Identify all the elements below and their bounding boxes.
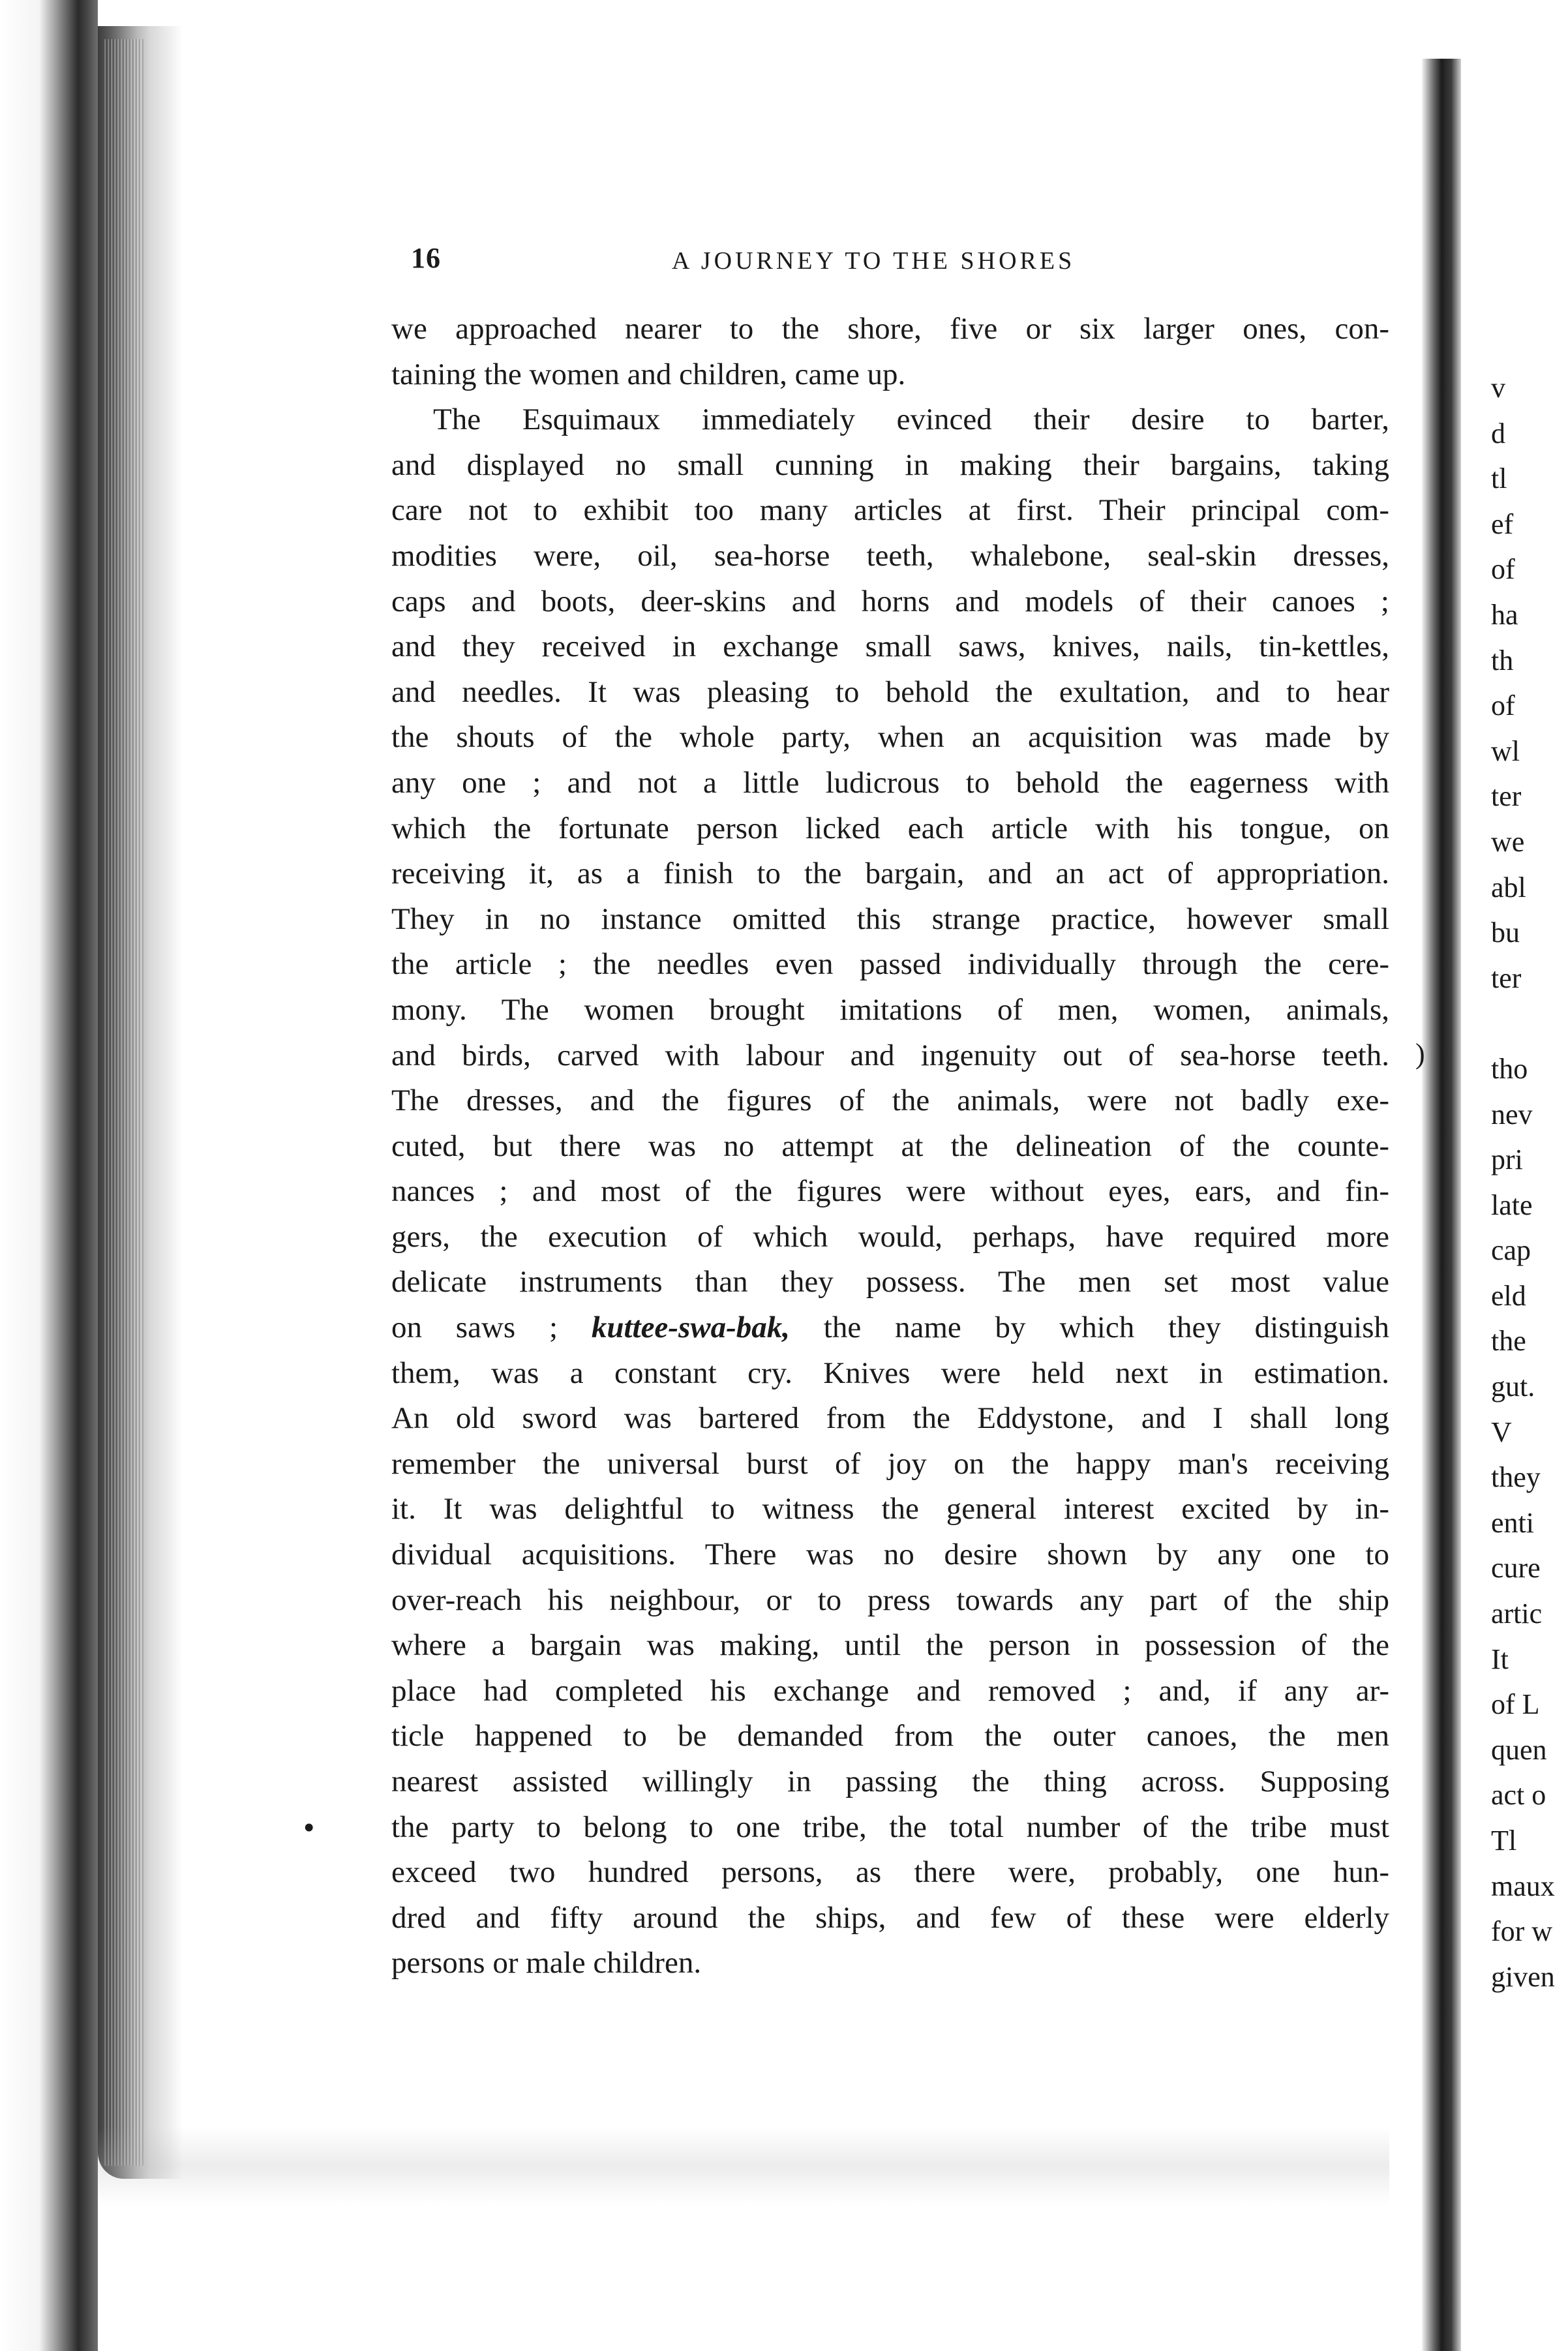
- fragment-line: ha: [1491, 598, 1518, 631]
- text-line: caps and boots, deer-skins and horns and models of their canoes ;: [391, 584, 1389, 618]
- margin-mark-left: •: [304, 1812, 314, 1843]
- body-text: [391, 307, 1389, 1986]
- fragment-line: eld: [1491, 1279, 1526, 1312]
- fragment-line: artic: [1491, 1598, 1543, 1630]
- text-line: nearest assisted willingly in passing the thing across. Supposing: [391, 1765, 1389, 1798]
- page-number: 16: [411, 242, 441, 274]
- fragment-line: of: [1491, 690, 1515, 722]
- text-line: mony. The women brought imitations of men, women, animals,: [391, 992, 1389, 1027]
- text-line: and they received in exchange small saws, knives, nails, tin-kettles,: [391, 629, 1389, 664]
- text-line: the shouts of the whole party, when an acquisition was made by: [391, 720, 1389, 755]
- text-line: and needles. It was pleasing to behold the exultation, and to hear: [391, 675, 1389, 709]
- fragment-line: cure: [1491, 1552, 1541, 1585]
- fragment-line: act o: [1491, 1779, 1546, 1812]
- text-line: which the fortunate person licked each article with his tongue, on: [391, 811, 1389, 845]
- text-line-with-italic: [391, 1305, 1389, 1351]
- text-line: delicate instruments than they possess. The men set most value: [391, 1265, 1389, 1299]
- text-line: over-reach his neighbour, or to press towards any part of the ship: [391, 1583, 1389, 1617]
- fragment-line: quen: [1491, 1733, 1547, 1766]
- text-line: any one ; and not a little ludicrous to behold the eagerness with: [391, 765, 1389, 800]
- fragment-line: of L: [1491, 1688, 1540, 1721]
- text-run: on saws ;: [391, 1311, 558, 1345]
- fragment-line: pri: [1491, 1144, 1523, 1176]
- facing-page-text-fragments: [1491, 365, 1568, 1999]
- fragment-line: [1491, 1001, 1568, 1046]
- text-line: where a bargain was making, until the person in possession of the: [391, 1628, 1389, 1663]
- text-line: gers, the execution of which would, perhaps, have required more: [391, 1219, 1389, 1254]
- text-line: and birds, carved with labour and ingenuity out of sea-horse teeth.: [391, 1038, 1389, 1072]
- fragment-line: abl: [1491, 871, 1526, 903]
- fragment-line: v: [1491, 372, 1505, 404]
- fragment-line: It: [1491, 1643, 1509, 1675]
- fragment-line: ter: [1491, 962, 1522, 994]
- fragment-line: they: [1491, 1461, 1541, 1494]
- text-line: The Esquimaux immediately evinced their desire to barter,: [433, 402, 1389, 437]
- fragment-line: bu: [1491, 917, 1520, 949]
- text-line: exceed two hundred persons, as there were, probably, one hun-: [391, 1855, 1389, 1890]
- fragment-line: ef: [1491, 508, 1514, 540]
- text-line: the party to belong to one tribe, the total number of the tribe must: [391, 1810, 1389, 1844]
- fragment-line: the: [1491, 1325, 1526, 1358]
- fragment-line: given: [1491, 1960, 1555, 1993]
- fragment-line: maux: [1491, 1870, 1555, 1902]
- fragment-line: tl: [1491, 463, 1507, 495]
- fragment-line: th: [1491, 644, 1514, 676]
- fragment-line: late: [1491, 1189, 1533, 1221]
- text-line: the article ; the needles even passed individually through the cere-: [391, 947, 1389, 982]
- text-run: the name by which they distinguish: [789, 1311, 1389, 1345]
- scan-border-left: [0, 0, 98, 2351]
- text-line: ticle happened to be demanded from the outer canoes, the men: [391, 1719, 1389, 1753]
- text-line: An old sword was bartered from the Eddystone, and I shall long: [391, 1401, 1389, 1436]
- text-line: cuted, but there was no attempt at the delineation of the counte-: [391, 1129, 1389, 1163]
- fragment-line: V: [1491, 1416, 1512, 1448]
- page-header: [411, 241, 1409, 281]
- running-head: A JOURNEY TO THE SHORES: [672, 247, 1076, 275]
- book-page-edge-lines: [104, 39, 143, 2166]
- fragment-line: for w: [1491, 1915, 1553, 1948]
- margin-mark-right: ): [1415, 1038, 1425, 1070]
- fragment-line: tho: [1491, 1052, 1528, 1085]
- fragment-line: we: [1491, 825, 1525, 858]
- page-bottom-shadow: [98, 2127, 1389, 2205]
- fragment-line: gut.: [1491, 1371, 1535, 1403]
- fragment-line: wl: [1491, 735, 1520, 767]
- text-line: persons or male children.: [391, 1946, 702, 1980]
- text-line: we approached nearer to the shore, five or six larger ones, con-: [391, 312, 1389, 346]
- fragment-line: enti: [1491, 1506, 1534, 1539]
- fragment-line: nev: [1491, 1098, 1533, 1130]
- text-line: nances ; and most of the figures were without eyes, ears, and fin-: [391, 1174, 1389, 1209]
- italic-term: kuttee-swa-bak,: [591, 1311, 790, 1345]
- fragment-line: cap: [1491, 1234, 1531, 1267]
- text-line: The dresses, and the figures of the animals, were not badly exe-: [391, 1084, 1389, 1118]
- text-line: it. It was delightful to witness the general interest excited by in-: [391, 1492, 1389, 1526]
- fragment-line: Tl: [1491, 1825, 1517, 1857]
- text-line: dividual acquisitions. There was no desire shown by any one to: [391, 1538, 1389, 1572]
- fragment-line: d: [1491, 417, 1505, 449]
- text-line: taining the women and children, came up.: [391, 357, 906, 391]
- text-line: care not to exhibit too many articles at first. Their principal com-: [391, 493, 1389, 528]
- fragment-line: ter: [1491, 780, 1522, 813]
- text-line: them, was a constant cry. Knives were held next in estimation.: [391, 1356, 1389, 1390]
- book-gutter: [1422, 59, 1461, 2351]
- text-line: modities were, oil, sea-horse teeth, whalebone, seal-skin dresses,: [391, 538, 1389, 573]
- text-line: remember the universal burst of joy on the happy man's receiving: [391, 1446, 1389, 1481]
- text-line: and displayed no small cunning in making their bargains, taking: [391, 447, 1389, 482]
- fragment-line: of: [1491, 553, 1515, 586]
- text-line: receiving it, as a finish to the bargain, and an act of appropriation.: [391, 857, 1389, 891]
- text-line: They in no instance omitted this strange practice, however small: [391, 902, 1389, 936]
- text-line: dred and fifty around the ships, and few of these were elderly: [391, 1900, 1389, 1935]
- text-line: place had completed his exchange and removed ; and, if any ar-: [391, 1673, 1389, 1708]
